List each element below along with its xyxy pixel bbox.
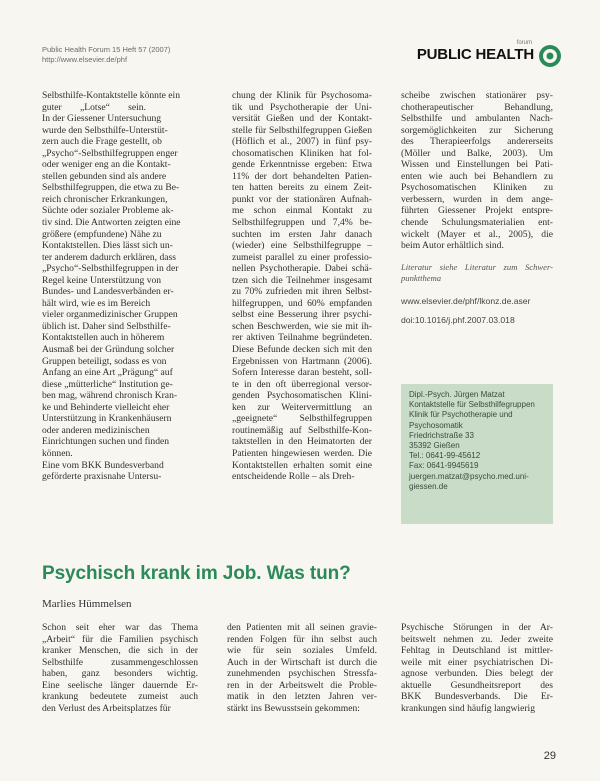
text-line: hilfegruppen, und 60% empfanden (232, 297, 372, 309)
text-line: stelle für Selbsthilfegruppen Gießen (232, 124, 372, 136)
text-line: üblich ist. Daher sind Selbsthilfe- (42, 320, 171, 332)
text-line: zunehmenden psychischen Stressfa- (227, 668, 377, 680)
article2-author: Marlies Hümmelsen (42, 598, 132, 610)
text-line: des Therapieerfolgs andererseits (401, 136, 553, 148)
text-line: Selbsthilfe zusammengeschlossen (42, 656, 198, 668)
text-line: ken zur Weitervermittlung an (232, 401, 372, 413)
text-line: ke und Behinderte vielleicht eher (42, 401, 170, 413)
text-line: führten Giessener Projekt entspre- (401, 205, 553, 217)
text-line: stellen gebunden sind als andere (42, 170, 167, 182)
contact-line: Tel.: 0641-99-45612 (409, 451, 481, 461)
text-line: Ergebnissen von Hartmann (2006). (232, 355, 372, 367)
text-line: Ausmaß bei der Gründung solcher (42, 344, 175, 356)
text-line: 11% der dort behandelten Patien- (232, 170, 372, 182)
article2-column-3 (401, 622, 553, 714)
text-line: Unterstützung in Krankenhäusern (42, 413, 172, 425)
text-line: chung der Klinik für Psychosoma- (232, 90, 372, 101)
journal-logo (412, 40, 562, 78)
article2-title: Psychisch krank im Job. Was tun? (42, 563, 351, 584)
text-line: reich chronischer Erkrankungen, (42, 193, 168, 205)
text-line: tiv sind. Die Antworten zeigten eine (42, 217, 181, 229)
text-line: Sofern Interesse daran besteht, soll- (232, 367, 372, 379)
text-line: Selbsthilfegruppen, die etwa zu Be- (42, 182, 180, 194)
text-line: wurde den Selbsthilfe-Unterstüt- (42, 124, 168, 136)
text-line: ben mag, während chronisch Kran- (42, 390, 178, 402)
text-line: (Möller und Balke, 2003). Um (401, 147, 553, 159)
text-line: (wieder) eine Selbsthilfegruppe – (232, 240, 372, 252)
text-line: Patienten hingewiesen werden. Die (232, 447, 372, 459)
text-line: Kontaktstellen erhalten somit eine (232, 459, 372, 471)
text-line: oder weniger eng an die Kontakt- (42, 159, 171, 171)
contact-line: Dipl.-Psych. Jürgen Matzat (409, 390, 505, 399)
text-line: enten wie auch bei Behandlern zu (401, 170, 553, 182)
logo-circle-icon (538, 44, 562, 68)
text-line: „geeignete“ Selbsthilfegruppen (232, 413, 372, 425)
text-line: chotherapeutischer Behandlung, (401, 101, 553, 113)
logo-title: PUBLIC HEALTH (416, 46, 534, 63)
text-line: krankungen sind häufig langwierig (401, 702, 536, 714)
article1-column-2 (232, 90, 372, 483)
article1-column-1 (42, 90, 181, 483)
text-line: entscheidende Rolle – als Dreh- (232, 471, 355, 483)
text-line: Regel keine Unterstützung von (42, 274, 162, 286)
contact-line: Klinik für Psychotherapie und (409, 410, 513, 420)
text-line: wickelt (Mayer et al., 2005), die (401, 228, 553, 240)
doi[interactable]: doi:10.1016/j.phf.2007.03.018 (401, 315, 515, 326)
text-line: beitswelt nehmen zu. Jeder zweite (401, 633, 553, 645)
text-line: wie für sein soziales Umfeld. (227, 645, 377, 657)
text-line: chosomatischen Kliniken hat fol- (232, 147, 372, 159)
contact-line: Fax: 0641-9945619 (409, 461, 479, 471)
text-line: nellen Psychotherapie. Dabei schä- (232, 263, 372, 275)
text-line: zu 70% zufrieden mit ihren Selbst- (232, 286, 372, 298)
text-line: tzen sich die Teilnehmer insgesamt (232, 274, 372, 286)
text-line: genden Psychosomatischen Klini- (232, 390, 372, 402)
text-line: Selbsthilfegruppen und 7,4% be- (232, 217, 372, 229)
text-line: agnose verbunden. Dies belegt der (401, 668, 553, 680)
text-line: oder anderen medizinischen (42, 424, 150, 436)
article1-column-3 (401, 90, 553, 327)
text-line: Psychische Störungen in der Ar- (401, 622, 553, 633)
text-line: „Psycho“-Selbsthilfegruppen enger (42, 147, 178, 159)
contact-line: Kontaktstelle für Selbsthilfegruppen (409, 400, 535, 410)
text-line: geförderte praxisnahe Untersu- (42, 471, 162, 483)
text-line: Bundes- und Landesverbänden er- (42, 286, 174, 298)
contact-box (401, 384, 553, 524)
text-line: BKK Bundesverbands. Die Er- (401, 691, 553, 703)
text-line: Selbsthilfe-Kontaktstelle könnte ein (42, 90, 181, 101)
article2-column-1 (42, 622, 198, 714)
text-line: rer aktiven Teilnahme begründeten. (232, 332, 372, 344)
text-line: Psychosomatischen Kliniken zu (401, 182, 553, 194)
text-line: Schon seit eher war das Thema (42, 622, 198, 633)
text-line: Diese Befunde decken sich mit den (232, 344, 372, 356)
text-line: Wissen und Einstellungen bei Pati- (401, 159, 553, 171)
text-line: größere (empfundene) Nähe zu (42, 228, 162, 240)
text-line: routinemäßig auf Selbsthilfe-Kon- (232, 424, 372, 436)
text-line: weile mit einer psychiatrischen Di- (401, 656, 553, 668)
text-line: Auch in der Wirtschaft ist durch die (227, 656, 377, 668)
text-line: chende Schulungsmaterialien ent- (401, 217, 553, 229)
text-line: ren in der Arbeitswelt die Proble- (227, 679, 377, 691)
text-line: den Verlust des Arbeitsplatzes für (42, 702, 171, 714)
literature-note (401, 262, 553, 284)
journal-line: Public Health Forum 15 Heft 57 (2007) (42, 45, 171, 54)
note-line: Literatur siehe Literatur zum Schwer- (401, 261, 553, 272)
text-line: stärkt ins Bewusstsein gekommen: (227, 702, 360, 714)
text-line: hält wird, wie es im Bereich (42, 297, 151, 309)
text-line: haben, ganz besonders wichtig. (42, 668, 198, 680)
text-line: Eine vom BKK Bundesverband (42, 459, 164, 471)
text-line: Gruppen beteiligt, sodass es von (42, 355, 167, 367)
text-line: beim Autor erhältlich sind. (401, 240, 504, 252)
text-line: gende Erkenntnisse ergeben: Etwa (232, 159, 372, 171)
page-number: 29 (543, 750, 556, 762)
text-line: Kontaktstellen. Dies lässt sich un- (42, 240, 173, 252)
text-line: diese „mütterliche“ Institution ge- (42, 378, 173, 390)
text-line: aktuelle Gesundheitsreport des (401, 679, 553, 691)
reference-link[interactable]: www.elsevier.de/phf/lkonz.de.aser (401, 295, 531, 306)
text-line: ter anderem dadurch erklären, dass (42, 251, 176, 263)
text-line: selbst eine Besserung ihrer psychi- (232, 309, 372, 321)
text-line: me schon einmal Kontakt zu (232, 205, 372, 217)
text-line: können. (42, 447, 73, 459)
note-line: punktthema (401, 272, 442, 283)
contact-line: Friedrichstraße 33 (409, 430, 474, 440)
text-line: Anfang an eine Art „Prägung“ auf (42, 367, 173, 379)
text-line: taktstellen in den Heimatorten der (232, 436, 372, 448)
text-line: renden Folgen für ihn selbst auch (227, 633, 377, 645)
logo-subtitle: forum (516, 40, 532, 46)
text-line: vieler organmedizinischer Gruppen (42, 309, 178, 321)
text-line: schen Beschwerden, wie sie mit ih- (232, 320, 372, 332)
text-line: ten hatten bereits zu einem Zeit- (232, 182, 372, 194)
text-line: „Psycho“-Selbsthilfegruppen in der (42, 263, 179, 275)
text-line: scheibe zwischen stationärer psy- (401, 90, 553, 101)
header-meta (42, 45, 170, 65)
text-line: Selbsthilfe und ambulanten Nach- (401, 113, 553, 125)
text-line: Eine seelische länger dauernde Er- (42, 679, 198, 691)
text-line: Einrichtungen suchen und finden (42, 436, 170, 448)
text-line: zumeist parallel zu einer professio- (232, 251, 372, 263)
text-line: „Arbeit“ für die Familien psychisch (42, 633, 198, 645)
journal-url[interactable]: http://www.elsevier.de/phf (42, 55, 128, 64)
text-line: (Höflich et al., 2007) in fünf psy- (232, 136, 372, 148)
text-line: kranker Menschen, die sich in der (42, 645, 198, 657)
text-line: matik in den letzten Jahren ver- (227, 691, 377, 703)
text-line: guter „Lotse“ sein. (42, 101, 146, 113)
text-line: versität Gießen und der Kontakt- (232, 113, 372, 125)
text-line: den Patienten mit all seinen gravie- (227, 622, 377, 633)
text-line: sorgemöglichkeiten zur Sicherung (401, 124, 553, 136)
contact-line: Psychosomatik (409, 420, 463, 430)
text-line: Fehltag in Deutschland ist mittler- (401, 645, 553, 657)
text-line: tik und Psychotherapie der Uni- (232, 101, 372, 113)
text-line: te in den oft überregional versor- (232, 378, 372, 390)
text-line: Süchte oder sozialer Probleme ak- (42, 205, 174, 217)
text-line: punkt vor der stationären Aufnah- (232, 193, 372, 205)
text-line: In der Giessener Untersuchung (42, 113, 162, 125)
article2-column-2 (227, 622, 377, 714)
contact-line: 35392 Gießen (409, 441, 460, 451)
text-line: Kontaktstellen auch in höherem (42, 332, 165, 344)
contact-email[interactable]: juergen.matzat@psycho.med.uni-giessen.de (409, 471, 529, 491)
text-line: zern auch die Frage gestellt, ob (42, 136, 162, 148)
text-line: krankung bedeutete zumeist auch (42, 691, 198, 703)
text-line: verbessern, wurden in dem ange- (401, 193, 553, 205)
text-line: suchten im ersten Jahr danach (232, 228, 372, 240)
